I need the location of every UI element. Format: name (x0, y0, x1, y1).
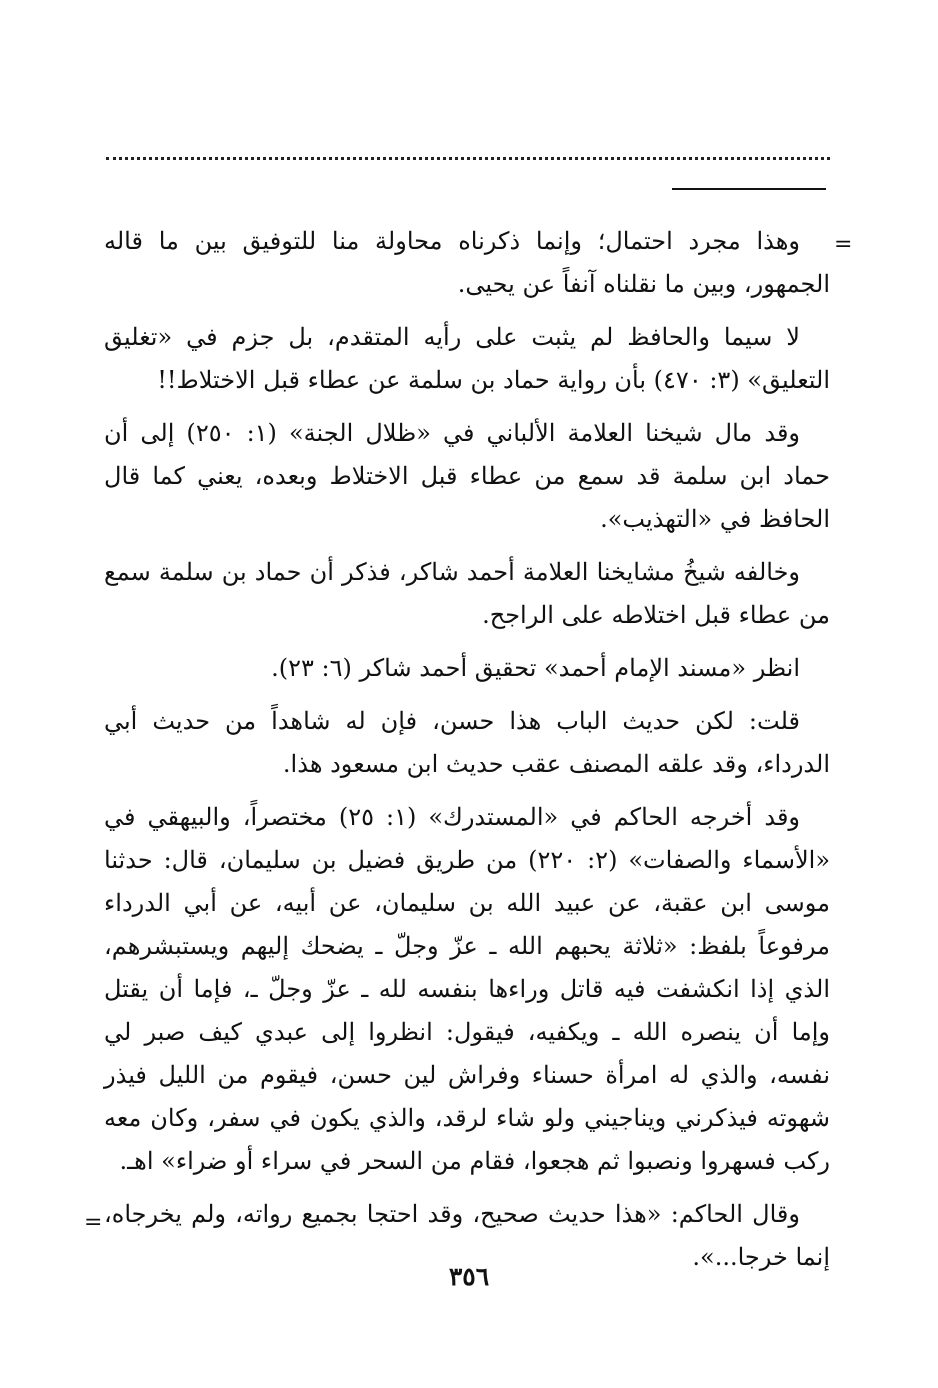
footnote-paragraph-5: انظر «مسند الإمام أحمد» تحقيق أحمد شاكر (٦: ٢٣). (271, 654, 800, 682)
footnote-paragraph-2: لا سيما والحافظ لم يثبت على رأيه المتقدم، بل جزم في «تغليق التعليق» (٣: ٤٧٠) بأن رواية حماد بن سلمة عن عطاء قبل الاختلاط!! (104, 323, 830, 394)
footnote-separator-line (672, 188, 826, 190)
continuation-mark-bottom: = (84, 1210, 103, 1235)
footnote-paragraph-8: وقال الحاكم: «هذا حديث صحيح، وقد احتجا بجميع رواته، ولم يخرجاه، إنما خرجا...». (104, 1200, 830, 1271)
footnote-paragraph-7: وقد أخرجه الحاكم في «المستدرك» (١: ٢٥) مختصراً، والبيهقي في «الأسماء والصفات» (٢: ٢٢٠) من طريق فضيل بن سليمان، قال: حدثنا موسى ابن عقبة، عن عبيد الله بن سليمان، عن أبيه، عن أبي الدرداء مرفوعاً بلفظ: «ثلاثة يحبهم الله ـ عزّ وجلّ ـ يضحك إليهم ويستبشرهم، الذي إذا انكشفت فيه قاتل وراءها بنفسه لله ـ عزّ وجلّ ـ، فإما أن يقتل وإما أن ينصره الله ـ ويكفيه، فيقول: انظروا إلى عبدي كيف صبر لي نفسه، والذي له امرأة حسناء وفراش لين حسن، فيقوم من الليل فيذر شهوته فيذكرني ويناجيني ولو شاء لرقد، والذي يكون في سفر، وكان معه ركب فسهروا ونصبوا ثم هجعوا، فقام من السحر في سراء أو ضراء» اهـ. (104, 803, 831, 1175)
footnote-paragraph-4: وخالفه شيخُ مشايخنا العلامة أحمد شاكر، فذكر أن حماد بن سلمة سمع من عطاء قبل اختلاطه على الراجح. (104, 558, 830, 629)
footnote-paragraph-3: وقد مال شيخنا العلامة الألباني في «ظلال الجنة» (١: ٢٥٠) إلى أن حماد ابن سلمة قد سمع من عطاء قبل الاختلاط وبعده، يعني كما قال الحافظ في «التهذيب». (104, 419, 830, 533)
footnote-body (104, 220, 830, 1289)
footnote-paragraph-1: وهذا مجرد احتمال؛ وإنما ذكرناه محاولة منا للتوفيق بين ما قاله الجمهور، وبين ما نقلناه آنفاً عن يحيى. (104, 227, 830, 298)
footnote-dotted-separator (106, 157, 830, 160)
footnote-paragraph-6: قلت: لكن حديث الباب هذا حسن، فإن له شاهداً من حديث أبي الدرداء، وقد علقه المصنف عقب حديث ابن مسعود هذا. (104, 707, 830, 778)
page-number: ٣٥٦ (448, 1262, 490, 1291)
continuation-mark-top: = (834, 232, 853, 257)
